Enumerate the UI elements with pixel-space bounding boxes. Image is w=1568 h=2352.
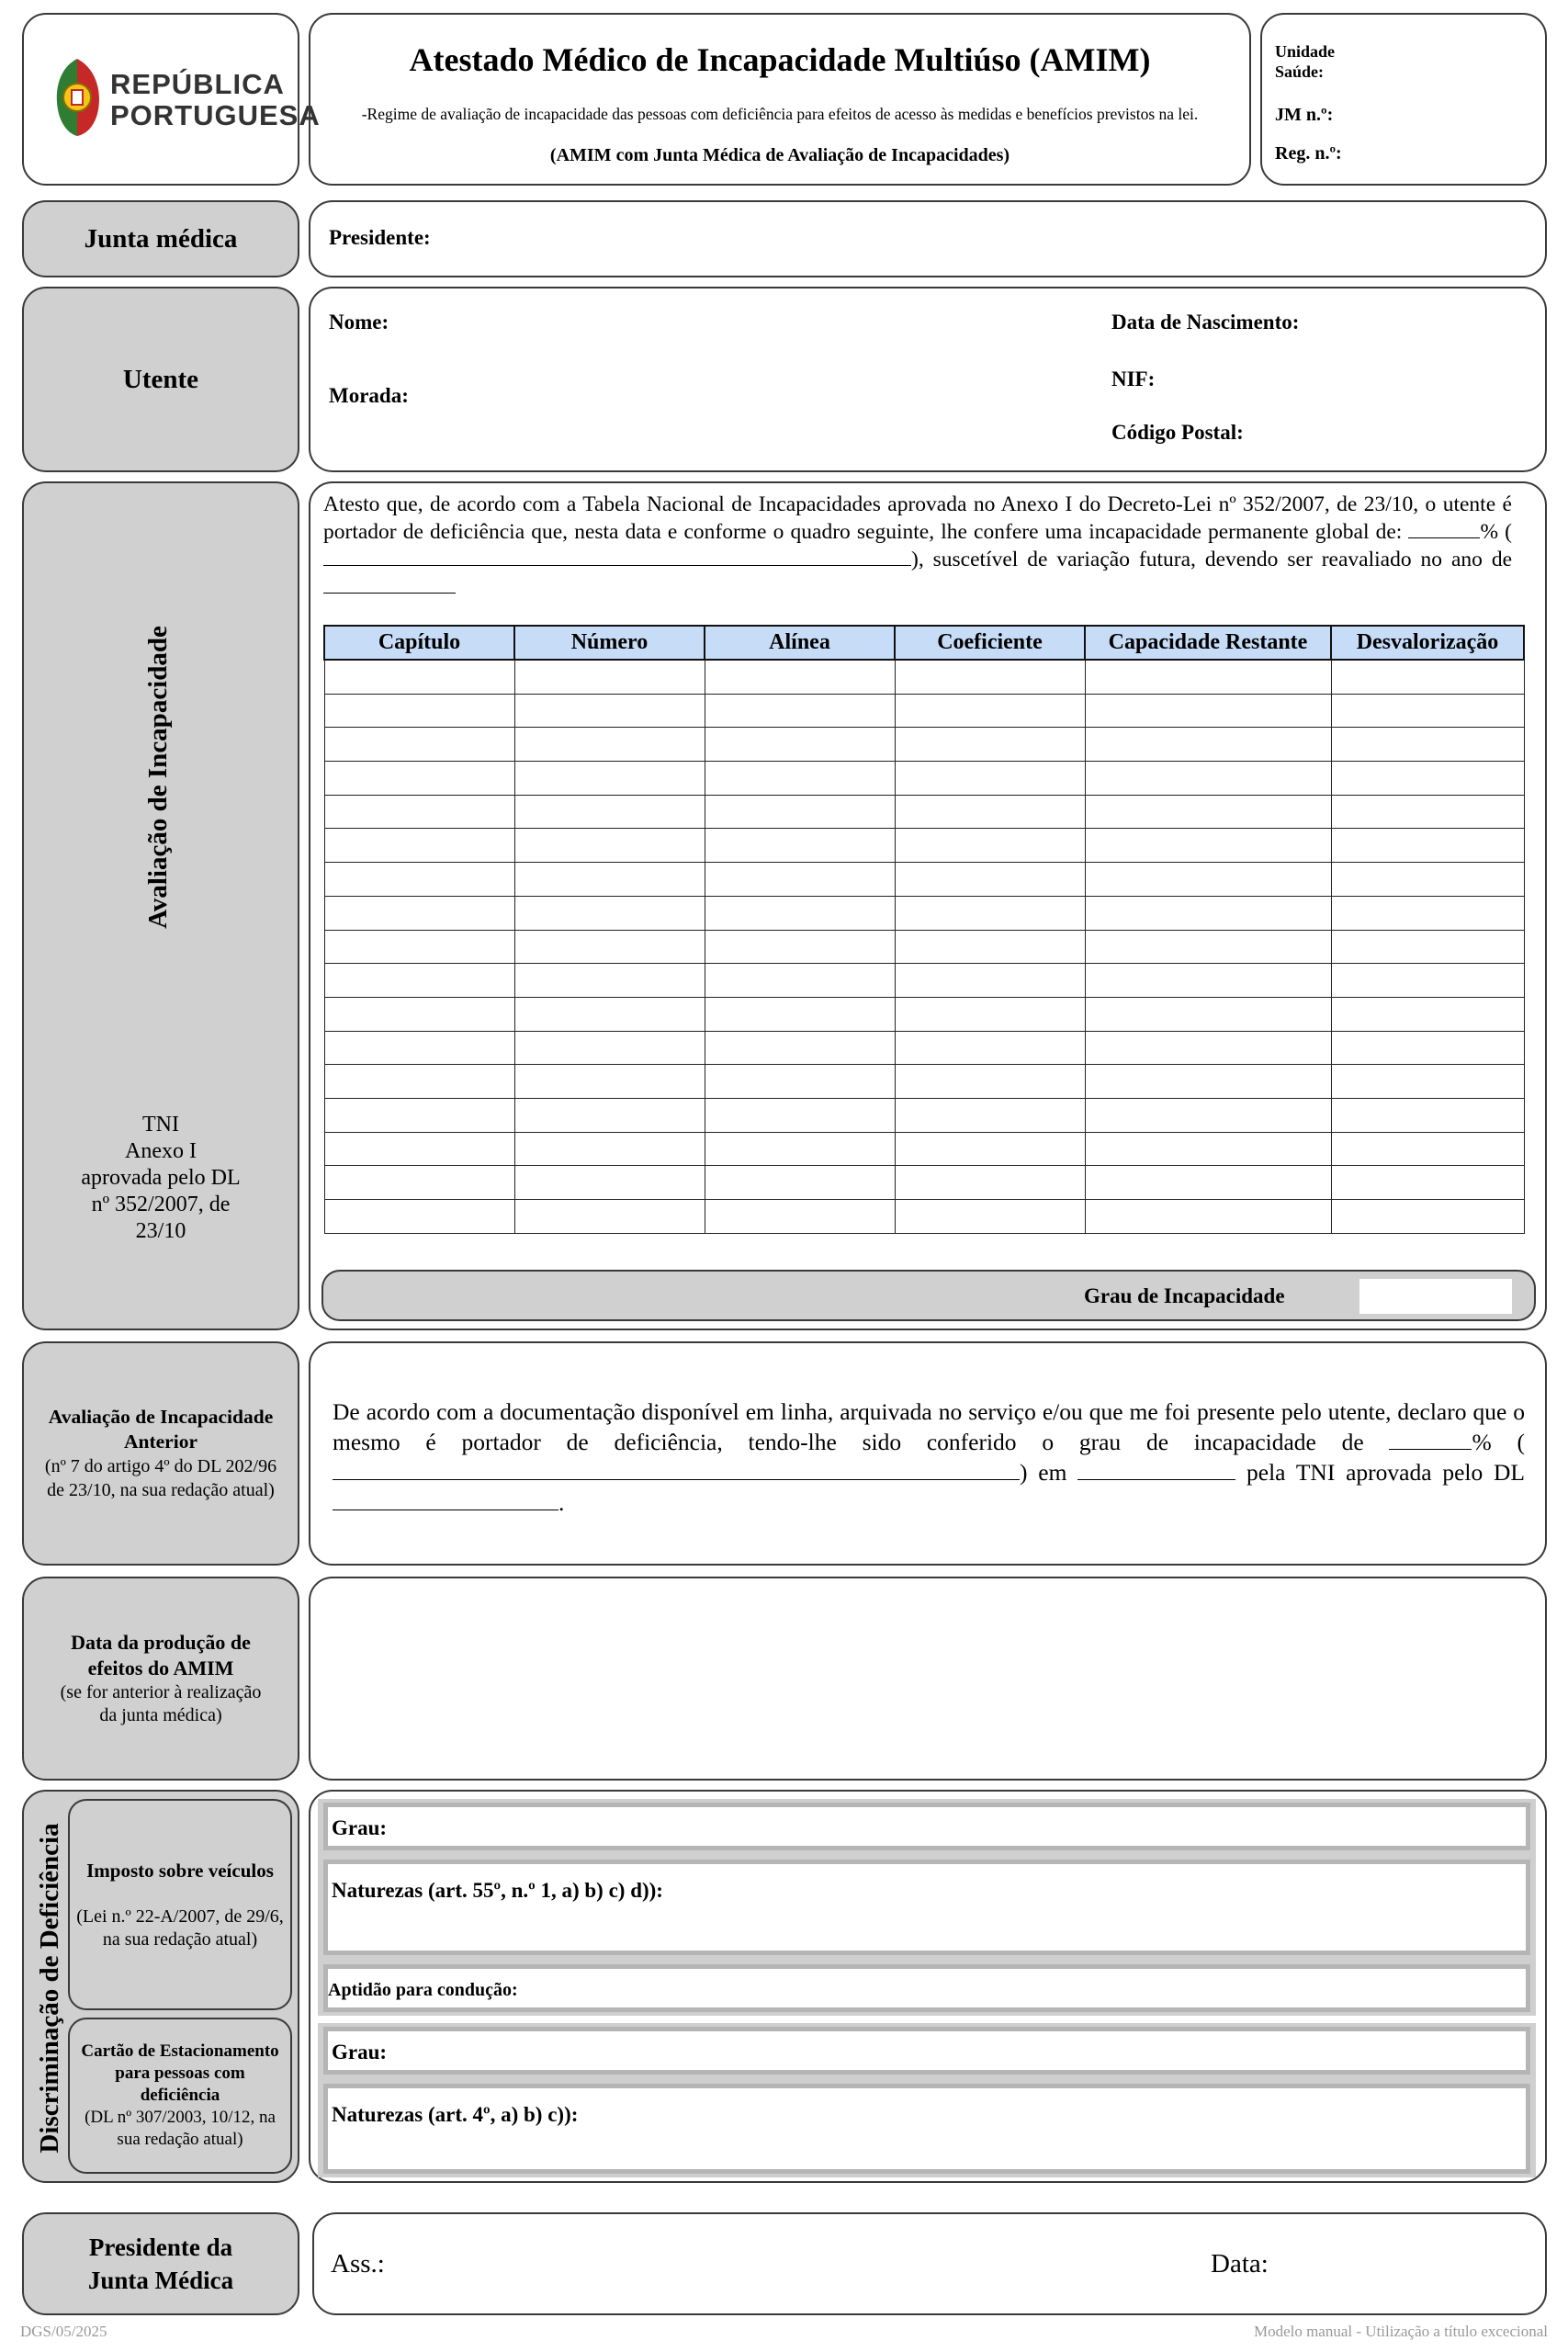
avaliacao-content-box — [309, 481, 1547, 1330]
table-cell[interactable] — [705, 1031, 895, 1065]
table-cell[interactable] — [324, 1166, 514, 1200]
table-cell[interactable] — [324, 930, 514, 964]
producao-note-line2: da junta médica) — [99, 1705, 222, 1725]
table-cell[interactable] — [1085, 1132, 1331, 1166]
table-row — [324, 964, 1524, 998]
footer-code: DGS/05/2025 — [20, 2323, 107, 2340]
table-cell[interactable] — [895, 1132, 1085, 1166]
anterior-extenso-blank[interactable] — [333, 1458, 1020, 1480]
table-cell[interactable] — [895, 964, 1085, 998]
table-cell[interactable] — [1085, 863, 1331, 897]
table-cell[interactable] — [1331, 964, 1524, 998]
cartao-naturezas-label: Naturezas (art. 4º, a) b) c)): — [332, 2103, 579, 2126]
imposto-grau-label: Grau: — [332, 1816, 388, 1839]
jm-number-label: JM n.º: — [1275, 105, 1334, 125]
table-cell[interactable] — [514, 1065, 705, 1099]
table-cell[interactable] — [1085, 660, 1331, 694]
tni-line: aprovada pelo DL — [81, 1166, 241, 1190]
cartao-note-line2: sua redação atual) — [117, 2130, 243, 2149]
cartao-title-line1: Cartão de Estacionamento — [81, 2041, 279, 2061]
table-cell[interactable] — [895, 1065, 1085, 1099]
table-cell[interactable] — [324, 728, 514, 762]
table-cell[interactable] — [514, 762, 705, 796]
table-header-row — [324, 626, 1524, 660]
table-cell[interactable] — [895, 1200, 1085, 1234]
percent-blank[interactable] — [1408, 518, 1480, 538]
cartao-note-line1: (DL nº 307/2003, 10/12, na — [85, 2108, 276, 2127]
anterior-text-em: ) em — [1020, 1459, 1067, 1486]
page-title: Atestado Médico de Incapacidade Multiúso (AMIM) — [409, 41, 1151, 78]
table-cell[interactable] — [705, 1065, 895, 1099]
table-row — [324, 1132, 1524, 1166]
table-cell[interactable] — [324, 1065, 514, 1099]
table-cell[interactable] — [1085, 795, 1331, 829]
table-row — [324, 829, 1524, 863]
table-cell[interactable] — [1331, 863, 1524, 897]
anterior-note-line2: de 23/10, na sua redação atual) — [47, 1480, 275, 1500]
anterior-text-end: . — [558, 1489, 565, 1516]
table-row — [324, 1166, 1524, 1200]
col-alinea: Alínea — [705, 626, 895, 660]
morada-label: Morada: — [329, 384, 409, 407]
table-cell[interactable] — [324, 997, 514, 1031]
table-cell[interactable] — [705, 660, 895, 694]
table-cell[interactable] — [1085, 930, 1331, 964]
assinatura-label: Ass.: — [331, 2249, 385, 2278]
table-cell[interactable] — [705, 896, 895, 930]
table-cell[interactable] — [514, 728, 705, 762]
reavaliacao-ano-blank[interactable] — [323, 573, 456, 594]
cartao-estacionamento-box — [68, 2018, 292, 2174]
percent-extenso-blank[interactable] — [323, 546, 911, 566]
anterior-text-pela: pela TNI aprovada pelo DL — [1247, 1459, 1526, 1486]
table-cell[interactable] — [1331, 1132, 1524, 1166]
table-cell[interactable] — [705, 1166, 895, 1200]
anterior-dl-blank[interactable] — [333, 1488, 558, 1510]
table-cell[interactable] — [1331, 829, 1524, 863]
codigo-postal-label: Código Postal: — [1111, 421, 1244, 444]
atesto-paragraph: Atesto que, de acordo com a Tabela Nacional de Incapacidades aprovada no Anexo I do Decreto-Lei nº 352/2007, de 23/10, o utente é portador de deficiência que, nesta data e conforme o quadro seguinte, lhe confere uma incapacidade permanente global de: % (), suscetível de variação futura, devendo ser reavaliado no ano de — [323, 491, 1512, 601]
footer-note: Modelo manual - Utilização a título excecional — [1253, 2323, 1548, 2340]
table-cell[interactable] — [1085, 1166, 1331, 1200]
table-cell[interactable] — [705, 728, 895, 762]
table-cell[interactable] — [1331, 728, 1524, 762]
aptidao-conducao-label: Aptidão para condução: — [328, 1980, 518, 2000]
table-row — [324, 896, 1524, 930]
table-cell[interactable] — [895, 930, 1085, 964]
table-cell[interactable] — [1331, 1200, 1524, 1234]
table-cell[interactable] — [895, 1098, 1085, 1132]
page-subtitle-amim: (AMIM com Junta Médica de Avaliação de Incapacidades) — [549, 145, 1010, 165]
utente-section-label — [22, 287, 299, 472]
table-row — [324, 1200, 1524, 1234]
table-cell[interactable] — [705, 997, 895, 1031]
table-cell[interactable] — [1085, 896, 1331, 930]
table-cell[interactable] — [705, 964, 895, 998]
table-cell[interactable] — [1331, 762, 1524, 796]
discriminacao-content-box — [309, 1790, 1547, 2183]
table-cell[interactable] — [895, 694, 1085, 728]
grau-incapacidade-bar — [321, 1270, 1536, 1321]
imposto-grau-field[interactable] — [323, 1803, 1530, 1850]
table-cell[interactable] — [514, 795, 705, 829]
table-row — [324, 930, 1524, 964]
percent-sign: % — [1480, 520, 1499, 545]
table-cell[interactable] — [1085, 829, 1331, 863]
table-cell[interactable] — [705, 694, 895, 728]
page-subtitle: -Regime de avaliação de incapacidade das pessoas com deficiência para efeitos de acesso às medidas e benefícios previstos na lei. — [361, 105, 1199, 123]
discriminacao-label: Discriminação de Deficiência — [35, 1823, 64, 2154]
table-cell[interactable] — [1085, 762, 1331, 796]
table-cell[interactable] — [1085, 997, 1331, 1031]
anterior-percent-blank[interactable] — [1389, 1428, 1472, 1450]
cartao-title-line3: deficiência — [140, 2086, 220, 2105]
nif-label: NIF: — [1111, 368, 1156, 390]
table-cell[interactable] — [514, 1098, 705, 1132]
table-row — [324, 795, 1524, 829]
table-cell[interactable] — [324, 1132, 514, 1166]
table-cell[interactable] — [324, 1200, 514, 1234]
table-cell[interactable] — [514, 1132, 705, 1166]
table-cell[interactable] — [1331, 1166, 1524, 1200]
producao-note-line1: (se for anterior à realização — [60, 1682, 262, 1702]
table-cell[interactable] — [1331, 896, 1524, 930]
atesto-text-part2: ), suscetível de variação futura, devendo ser reavaliado no ano de — [911, 548, 1512, 572]
table-cell[interactable] — [1085, 694, 1331, 728]
atesto-text-part1: Atesto que, de acordo com a Tabela Nacional de Incapacidades aprovada no Anexo I do Decreto-Lei nº 352/2007, de 23/10, o utente é portador de deficiência que, nesta data e conforme o quadro seguinte, lhe confere uma incapacidade permanente global de: — [323, 492, 1512, 545]
cartao-title-line2: para pessoas com — [115, 2064, 245, 2083]
cartao-grau-field[interactable] — [323, 2027, 1530, 2075]
presidente-junta-section-label — [22, 2212, 299, 2315]
producao-label-line2: efeitos do AMIM — [87, 1657, 234, 1679]
table-cell[interactable] — [1331, 1031, 1524, 1065]
logo-text-line2: PORTUGUESA — [110, 99, 321, 131]
presidente-junta-label-line1: Presidente da — [88, 2233, 233, 2261]
tni-line: nº 352/2007, de — [91, 1193, 231, 1216]
header-title-box — [309, 13, 1251, 186]
data-label: Data: — [1211, 2249, 1269, 2278]
assinatura-box[interactable] — [312, 2212, 1547, 2315]
table-cell[interactable] — [324, 896, 514, 930]
table-cell[interactable] — [1085, 1065, 1331, 1099]
table-cell[interactable] — [514, 829, 705, 863]
tni-line: TNI — [142, 1113, 179, 1136]
table-cell[interactable] — [705, 1200, 895, 1234]
table-cell[interactable] — [895, 863, 1085, 897]
table-cell[interactable] — [895, 728, 1085, 762]
anterior-label-line1: Avaliação de Incapacidade — [48, 1406, 274, 1428]
table-cell[interactable] — [705, 1132, 895, 1166]
table-cell[interactable] — [514, 930, 705, 964]
utente-fields-box[interactable] — [309, 287, 1547, 472]
discriminacao-section-label — [22, 1790, 299, 2183]
producao-content-box[interactable] — [309, 1577, 1547, 1781]
table-cell[interactable] — [705, 795, 895, 829]
table-cell[interactable] — [895, 896, 1085, 930]
aptidao-conducao-field[interactable] — [323, 1964, 1530, 2012]
table-row — [324, 660, 1524, 694]
junta-medica-label: Junta médica — [84, 223, 238, 254]
unidade-label: Unidade — [1275, 42, 1336, 61]
table-cell[interactable] — [1085, 964, 1331, 998]
presidente-field-box[interactable] — [309, 200, 1547, 277]
anterior-text-part1: De acordo com a documentação disponível em linha, arquivada no serviço e/ou que me foi presente pelo utente, declaro que o mesmo é portador de deficiência, tendo-lhe sido conferido o grau de incapacidade de — [333, 1398, 1525, 1455]
grau-incapacidade-input[interactable] — [1359, 1279, 1512, 1314]
col-desvalorizacao: Desvalorização — [1331, 626, 1524, 660]
anterior-data-blank[interactable] — [1077, 1458, 1235, 1480]
table-cell[interactable] — [1085, 1031, 1331, 1065]
logo-box — [22, 13, 321, 186]
table-row — [324, 728, 1524, 762]
imposto-naturezas-field[interactable] — [323, 1860, 1530, 1955]
table-cell[interactable] — [1085, 1098, 1331, 1132]
anterior-section-label — [22, 1341, 299, 1566]
cartao-grau-label: Grau: — [332, 2041, 388, 2064]
table-cell[interactable] — [895, 997, 1085, 1031]
avaliacao-section-label — [22, 481, 299, 1330]
table-cell[interactable] — [705, 829, 895, 863]
table-cell[interactable] — [1331, 1098, 1524, 1132]
avaliacao-label: Avaliação de Incapacidade — [143, 626, 173, 929]
table-cell[interactable] — [324, 795, 514, 829]
table-cell[interactable] — [705, 863, 895, 897]
republica-portuguesa-logo-icon — [50, 55, 107, 138]
table-cell[interactable] — [514, 896, 705, 930]
table-cell[interactable] — [895, 795, 1085, 829]
table-row — [324, 997, 1524, 1031]
table-cell[interactable] — [324, 863, 514, 897]
table-row — [324, 762, 1524, 796]
table-row — [324, 1098, 1524, 1132]
table-cell[interactable] — [324, 660, 514, 694]
table-cell[interactable] — [1331, 930, 1524, 964]
table-cell[interactable] — [324, 1098, 514, 1132]
table-cell[interactable] — [324, 694, 514, 728]
imposto-title: Imposto sobre veículos — [86, 1859, 274, 1882]
unidade-box — [1260, 13, 1547, 186]
producao-section-label — [22, 1577, 299, 1781]
table-cell[interactable] — [514, 964, 705, 998]
tni-line: Anexo I — [125, 1139, 197, 1163]
incapacidade-table — [323, 625, 1525, 1234]
producao-label-line1: Data da produção de — [71, 1631, 251, 1654]
table-cell[interactable] — [1085, 1200, 1331, 1234]
reg-number-label: Reg. n.º: — [1275, 143, 1342, 164]
anterior-paragraph: De acordo com a documentação disponível em linha, arquivada no serviço e/ou que me foi presente pelo utente, declaro que o mesmo é portador de deficiência, tendo-lhe sido conferido o grau de incapacidade de % () em pela TNI aprovada pelo DL. — [333, 1398, 1526, 1516]
col-capitulo: Capítulo — [324, 626, 514, 660]
table-row — [324, 1065, 1524, 1099]
table-cell[interactable] — [514, 863, 705, 897]
grau-incapacidade-label: Grau de Incapacidade — [1084, 1284, 1285, 1307]
imposto-note-line2: na sua redação atual) — [102, 1928, 258, 1950]
anterior-content-box — [309, 1341, 1547, 1566]
table-cell[interactable] — [1331, 660, 1524, 694]
table-cell[interactable] — [895, 829, 1085, 863]
table-cell[interactable] — [895, 660, 1085, 694]
table-cell[interactable] — [1331, 694, 1524, 728]
tni-line: 23/10 — [135, 1219, 186, 1243]
logo-text-line1: REPÚBLICA — [110, 68, 285, 100]
imposto-veiculos-box — [68, 1799, 292, 2010]
table-row — [324, 694, 1524, 728]
cartao-naturezas-field[interactable] — [323, 2084, 1530, 2174]
table-cell[interactable] — [895, 1031, 1085, 1065]
anterior-percent-sign: % — [1472, 1429, 1492, 1455]
table-cell[interactable] — [324, 964, 514, 998]
table-cell[interactable] — [324, 829, 514, 863]
table-cell[interactable] — [514, 1166, 705, 1200]
table-cell[interactable] — [514, 660, 705, 694]
table-cell[interactable] — [705, 762, 895, 796]
col-coeficiente: Coeficiente — [895, 626, 1085, 660]
table-row — [324, 1031, 1524, 1065]
table-cell[interactable] — [1331, 1065, 1524, 1099]
utente-label: Utente — [122, 364, 199, 394]
table-cell[interactable] — [514, 1031, 705, 1065]
col-numero: Número — [514, 626, 705, 660]
imposto-naturezas-label: Naturezas (art. 55º, n.º 1, a) b) c) d)): — [332, 1879, 663, 1902]
table-cell[interactable] — [514, 1200, 705, 1234]
table-cell[interactable] — [705, 930, 895, 964]
table-cell[interactable] — [1331, 795, 1524, 829]
presidente-junta-label-line2: Junta Médica — [87, 2267, 234, 2294]
table-cell[interactable] — [324, 1031, 514, 1065]
table-cell[interactable] — [324, 762, 514, 796]
saude-label: Saúde: — [1275, 62, 1325, 81]
imposto-note-line1: (Lei n.º 22-A/2007, de 29/6, — [76, 1905, 284, 1927]
presidente-label: Presidente: — [329, 226, 431, 249]
table-cell[interactable] — [514, 694, 705, 728]
nome-label: Nome: — [329, 311, 389, 334]
table-cell[interactable] — [895, 1166, 1085, 1200]
table-row — [324, 863, 1524, 897]
table-cell[interactable] — [1085, 728, 1331, 762]
col-capacidade-restante: Capacidade Restante — [1085, 626, 1331, 660]
tni-note — [24, 1112, 298, 1245]
table-cell[interactable] — [514, 997, 705, 1031]
table-cell[interactable] — [1331, 997, 1524, 1031]
anterior-note-line1: (nº 7 do artigo 4º do DL 202/96 — [44, 1456, 277, 1476]
junta-medica-section-label — [22, 200, 299, 277]
data-nascimento-label: Data de Nascimento: — [1111, 311, 1300, 334]
anterior-label-line2: Anterior — [124, 1430, 197, 1453]
table-cell[interactable] — [705, 1098, 895, 1132]
table-cell[interactable] — [895, 762, 1085, 796]
